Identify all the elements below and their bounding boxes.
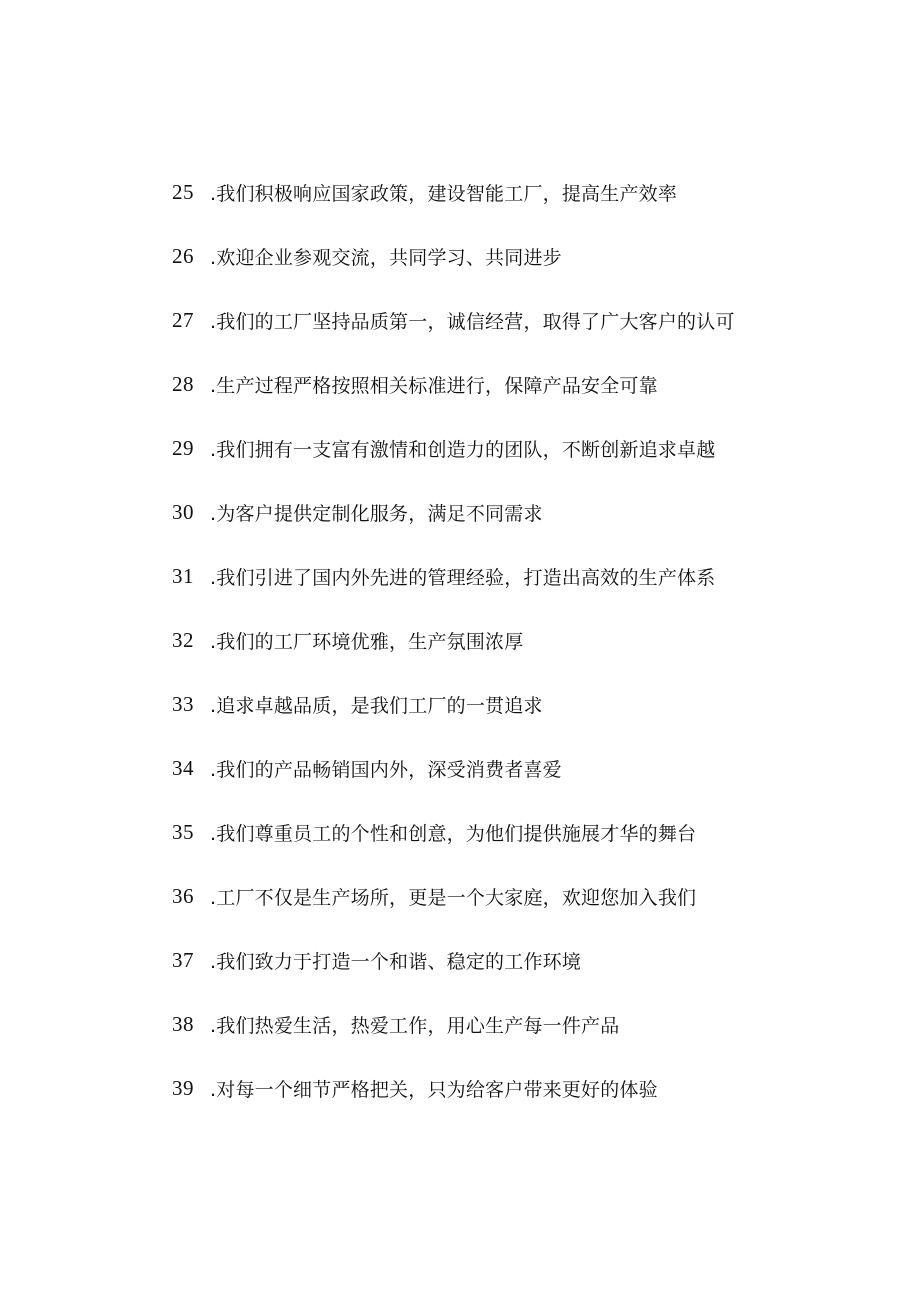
list-item xyxy=(172,224,735,288)
list-item xyxy=(172,480,735,544)
item-number: 37 xyxy=(172,947,194,972)
item-number: 33 xyxy=(172,691,194,716)
slogan-list xyxy=(172,160,735,1120)
item-text: .我们引进了国内外先进的管理经验，打造出高效的生产体系 xyxy=(210,566,716,589)
item-text: .我们拥有一支富有激情和创造力的团队，不断创新追求卓越 xyxy=(210,438,716,461)
item-text: .追求卓越品质，是我们工厂的一贯追求 xyxy=(210,694,543,717)
item-text: .对每一个细节严格把关，只为给客户带来更好的体验 xyxy=(210,1078,658,1101)
item-text: .欢迎企业参观交流，共同学习、共同进步 xyxy=(210,246,562,269)
item-number: 27 xyxy=(172,307,194,332)
item-text: .工厂不仅是生产场所，更是一个大家庭，欢迎您加入我们 xyxy=(210,886,697,909)
list-item xyxy=(172,288,735,352)
list-item xyxy=(172,160,735,224)
list-item xyxy=(172,992,735,1056)
item-number: 34 xyxy=(172,755,194,780)
item-number: 38 xyxy=(172,1011,194,1036)
item-text: .我们热爱生活，热爱工作，用心生产每一件产品 xyxy=(210,1014,620,1037)
item-text: .我们的工厂环境优雅，生产氛围浓厚 xyxy=(210,630,524,653)
item-number: 35 xyxy=(172,819,194,844)
item-text: .我们致力于打造一个和谐、稳定的工作环境 xyxy=(210,950,582,973)
list-item xyxy=(172,1056,735,1120)
list-item xyxy=(172,608,735,672)
item-text: .我们的产品畅销国内外，深受消费者喜爱 xyxy=(210,758,562,781)
list-item xyxy=(172,800,735,864)
list-item xyxy=(172,352,735,416)
list-item xyxy=(172,864,735,928)
item-text: .我们尊重员工的个性和创意，为他们提供施展才华的舞台 xyxy=(210,822,697,845)
item-number: 36 xyxy=(172,883,194,908)
item-text: .为客户提供定制化服务，满足不同需求 xyxy=(210,502,543,525)
item-number: 32 xyxy=(172,627,194,652)
item-text: .我们积极响应国家政策，建设智能工厂，提高生产效率 xyxy=(210,182,678,205)
item-number: 39 xyxy=(172,1075,194,1100)
item-text: .我们的工厂坚持品质第一，诚信经营，取得了广大客户的认可 xyxy=(210,310,735,333)
item-number: 28 xyxy=(172,371,194,396)
item-number: 29 xyxy=(172,435,194,460)
item-number: 31 xyxy=(172,563,194,588)
list-item xyxy=(172,544,735,608)
item-number: 26 xyxy=(172,243,194,268)
list-item xyxy=(172,928,735,992)
item-number: 25 xyxy=(172,179,194,204)
item-text: .生产过程严格按照相关标准进行，保障产品安全可靠 xyxy=(210,374,658,397)
list-item xyxy=(172,736,735,800)
item-number: 30 xyxy=(172,499,194,524)
list-item xyxy=(172,672,735,736)
list-item xyxy=(172,416,735,480)
